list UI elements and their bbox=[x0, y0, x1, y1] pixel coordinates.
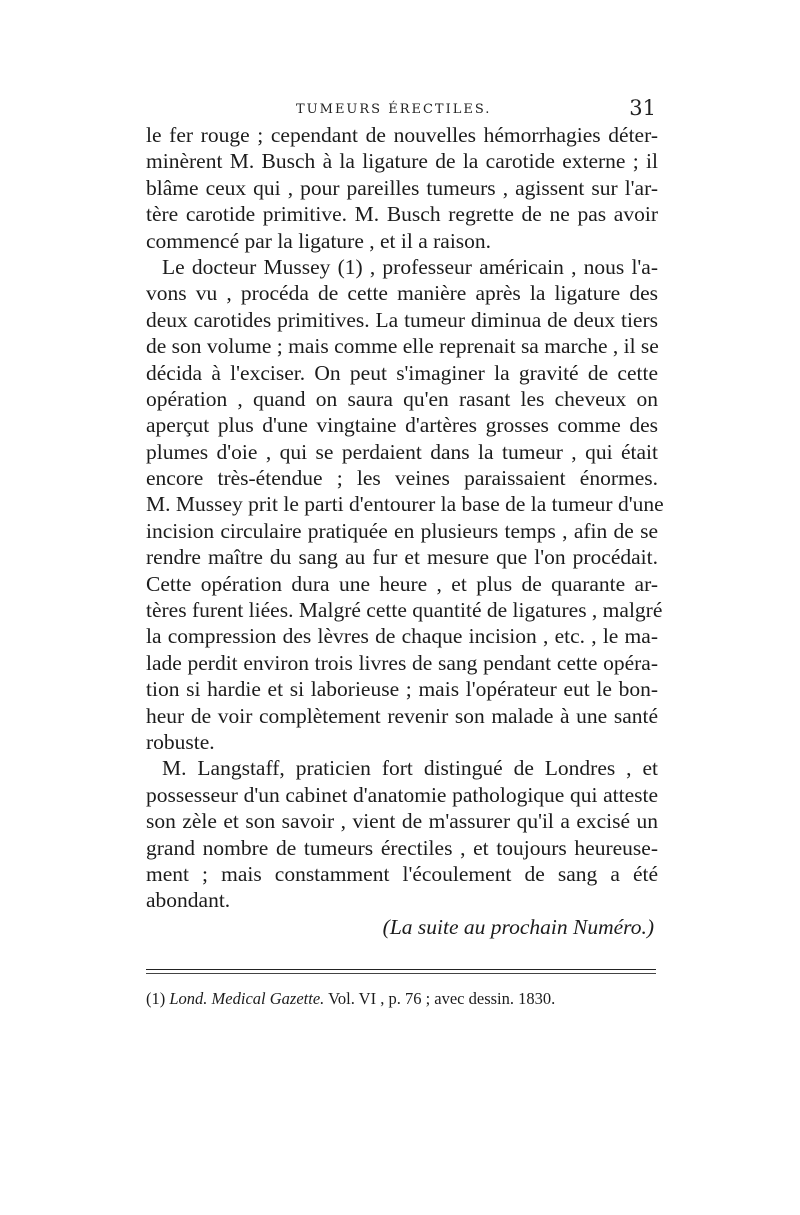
body-text bbox=[146, 122, 664, 940]
continuation-note: (La suite au prochain Numéro.) bbox=[382, 914, 654, 939]
text-line: lade perdit environ trois livres de sang pendant cette opéra- bbox=[146, 650, 658, 675]
text-line: tion si hardie et si laborieuse ; mais l'opérateur eut le bon- bbox=[146, 677, 658, 702]
text-line: rendre maître du sang au fur et mesure que l'on procédait. bbox=[146, 545, 658, 570]
footnote-rule-thin bbox=[146, 973, 656, 974]
text-line: vons vu , procéda de cette manière après la ligature des bbox=[146, 281, 658, 306]
page-number: 31 bbox=[629, 96, 656, 120]
text-line: la compression des lèvres de chaque incision , etc. , le ma- bbox=[146, 624, 658, 649]
text-line: deux carotides primitives. La tumeur diminua de deux tiers bbox=[146, 307, 658, 332]
text-line: Cette opération dura une heure , et plus de quarante ar- bbox=[146, 571, 658, 596]
text-line: tères furent liées. Malgré cette quantité de ligatures , malgré bbox=[146, 598, 663, 623]
running-head bbox=[146, 96, 656, 122]
text-line: décida à l'exciser. On peut s'imaginer la gravité de cette bbox=[146, 360, 658, 385]
text-line: grand nombre de tumeurs érectiles , et toujours heureuse- bbox=[146, 835, 658, 860]
text-line: aperçut plus d'une vingtaine d'artères grosses comme des bbox=[146, 413, 658, 438]
footnote-rule bbox=[146, 969, 656, 970]
text-line: incision circulaire pratiquée en plusieurs temps , afin de se bbox=[146, 518, 658, 543]
text-line: tère carotide primitive. M. Busch regrette de ne pas avoir bbox=[146, 202, 658, 227]
text-line: de son volume ; mais comme elle reprenait sa marche , il se bbox=[146, 334, 659, 359]
text-line: M. Mussey prit le parti d'entourer la base de la tumeur d'une bbox=[146, 492, 664, 517]
text-line: M. Langstaff, praticien fort distingué de Londres , et bbox=[162, 756, 658, 781]
text-line: possesseur d'un cabinet d'anatomie pathologique qui atteste bbox=[146, 782, 658, 807]
text-line: minèrent M. Busch à la ligature de la carotide externe ; il bbox=[146, 149, 658, 174]
text-line: encore très-étendue ; les veines paraissaient énormes. bbox=[146, 466, 658, 491]
text-line: Le docteur Mussey (1) , professeur américain , nous l'a- bbox=[162, 254, 658, 279]
text-line: son zèle et son savoir , vient de m'assurer qu'il a excisé un bbox=[146, 809, 658, 834]
text-line: le fer rouge ; cependant de nouvelles hémorrhagies déter- bbox=[146, 123, 658, 147]
text-line: heur de voir complètement revenir son malade à une santé bbox=[146, 703, 658, 728]
running-title: TUMEURS ÉRECTILES. bbox=[296, 102, 492, 117]
text-line: blâme ceux qui , pour pareilles tumeurs , agissent sur l'ar- bbox=[146, 175, 658, 200]
text-line: ment ; mais constamment l'écoulement de sang a été bbox=[146, 861, 658, 886]
text-line: abondant. bbox=[146, 888, 231, 913]
text-line: robuste. bbox=[146, 729, 215, 754]
footnote-marker: (1) bbox=[146, 989, 166, 1008]
text-line: commencé par la ligature , et il a raison. bbox=[146, 228, 492, 253]
footnote-reference: Vol. VI , p. 76 ; avec dessin. 1830. bbox=[328, 989, 556, 1008]
footnote bbox=[146, 988, 658, 1010]
text-line: plumes d'oie , qui se perdaient dans la tumeur , qui était bbox=[146, 439, 658, 464]
footnote-journal: Lond. Medical Gazette. bbox=[169, 989, 325, 1008]
text-line: opération , quand on saura qu'en rasant les cheveux on bbox=[146, 386, 658, 411]
